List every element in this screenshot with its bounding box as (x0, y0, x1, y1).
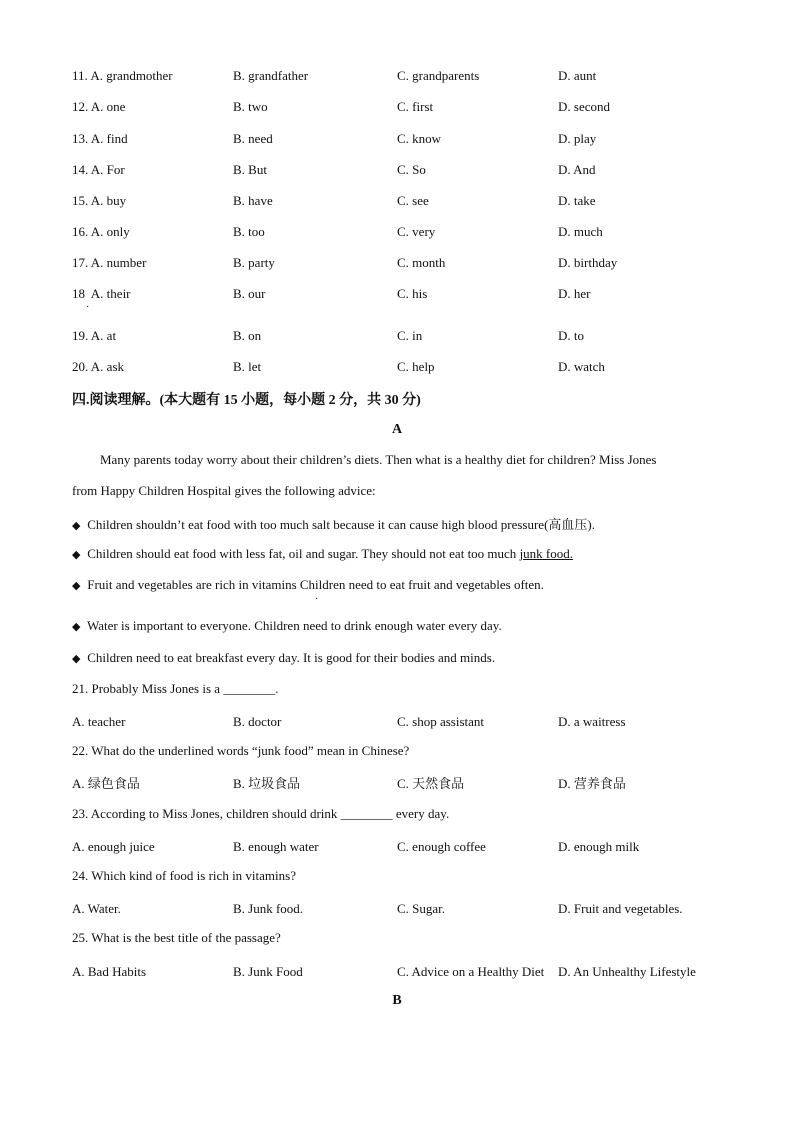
advice-text: Fruit and vegetables are rich in vitamins Children need to eat fruit and vegetables often. (87, 577, 544, 592)
option-c: C. enough coffee (397, 839, 486, 854)
option-d: D. a waitress (558, 714, 626, 729)
option-b: B. on (233, 328, 262, 343)
advice-item (72, 577, 544, 593)
option-d: D. aunt (558, 68, 597, 83)
option-b: B. 垃圾食品 (233, 776, 301, 791)
advice-text: Children need to eat breakfast every day. It is good for their bodies and minds. (87, 650, 496, 665)
option-a: A. enough juice (72, 839, 155, 854)
question-number: 17. A. number (72, 255, 147, 270)
option-c: C. in (397, 328, 423, 343)
diamond-bullet-icon: ◆ (72, 549, 81, 561)
advice-item (72, 546, 573, 562)
option-b: B. too (233, 224, 265, 239)
question-number: 11. A. grandmother (72, 68, 173, 83)
option-b: B. Junk food. (233, 901, 304, 916)
question-number: 18 A. their (72, 286, 131, 301)
advice-item (72, 514, 595, 533)
option-c: C. grandparents (397, 68, 480, 83)
option-a: A. teacher (72, 714, 126, 729)
diamond-bullet-icon: ◆ (72, 653, 81, 665)
option-d: D. 营养食品 (558, 776, 626, 791)
question-number: 16. A. only (72, 224, 130, 239)
option-a: A. 绿色食品 (72, 776, 140, 791)
passage-intro-line2: from Happy Children Hospital gives the following advice: (72, 483, 376, 498)
diamond-bullet-icon: ◆ (72, 520, 81, 532)
option-d: D. her (558, 286, 591, 301)
advice-text: Water is important to everyone. Children need to drink enough water every day. (87, 618, 502, 633)
question-number: 14. A. For (72, 162, 125, 177)
diamond-bullet-icon: ◆ (72, 580, 81, 592)
option-b: B. our (233, 286, 266, 301)
option-a: A. Bad Habits (72, 964, 147, 979)
option-b: B. two (233, 99, 268, 114)
passage-label-b: B (392, 993, 402, 1008)
option-b: B. need (233, 131, 273, 146)
option-c: C. see (397, 193, 429, 208)
option-c: C. 天然食品 (397, 776, 465, 791)
question-21: 21. Probably Miss Jones is a ________. (72, 681, 279, 696)
option-b: B. have (233, 193, 273, 208)
option-b: B. Junk Food (233, 964, 303, 979)
option-d: D. watch (558, 359, 605, 374)
option-d: D. birthday (558, 255, 618, 270)
underlined-junk-food: junk food. (519, 546, 574, 561)
question-number: 19. A. at (72, 328, 117, 343)
option-c: C. his (397, 286, 428, 301)
option-b: B. party (233, 255, 275, 270)
option-c: C. first (397, 99, 434, 114)
question-number: 15. A. buy (72, 193, 127, 208)
option-b: B. let (233, 359, 262, 374)
option-b: B. grandfather (233, 68, 309, 83)
option-d: D. Fruit and vegetables. (558, 901, 683, 916)
option-b: B. But (233, 162, 267, 177)
advice-item (72, 650, 495, 666)
option-b: B. enough water (233, 839, 319, 854)
option-d: D. to (558, 328, 584, 343)
option-b: B. doctor (233, 714, 282, 729)
option-d: D. play (558, 131, 597, 146)
stray-dot: · (315, 594, 319, 605)
question-23: 23. According to Miss Jones, children should drink ________ every day. (72, 806, 450, 821)
option-d: D. enough milk (558, 839, 640, 854)
option-c: C. shop assistant (397, 714, 485, 729)
option-c: C. Sugar. (397, 901, 446, 916)
question-number: 13. A. find (72, 131, 128, 146)
option-a: A. Water. (72, 901, 121, 916)
option-d: D. much (558, 224, 603, 239)
option-c: C. Advice on a Healthy Diet (397, 964, 545, 979)
option-c: C. very (397, 224, 436, 239)
option-c: C. know (397, 131, 442, 146)
option-d: D. And (558, 162, 596, 177)
question-25: 25. What is the best title of the passage? (72, 930, 281, 945)
question-24: 24. Which kind of food is rich in vitamins? (72, 868, 296, 883)
question-number: 12. A. one (72, 99, 126, 114)
option-c: C. So (397, 162, 426, 177)
section-heading: 四.阅读理解。(本大题有 15 小题，每小题 2 分，共 30 分) (72, 393, 421, 408)
question-number: 20. A. ask (72, 359, 125, 374)
advice-text: Children should eat food with less fat, oil and sugar. They should not eat too much (87, 546, 520, 561)
advice-item (72, 618, 502, 634)
stray-dot: · (86, 302, 90, 313)
option-c: C. help (397, 359, 435, 374)
option-d: D. take (558, 193, 596, 208)
option-c: C. month (397, 255, 446, 270)
question-22: 22. What do the underlined words “junk food” mean in Chinese? (72, 743, 410, 758)
option-d: D. second (558, 99, 610, 114)
passage-label-a: A (391, 422, 403, 437)
passage-intro-line1: Many parents today worry about their children’s diets. Then what is a healthy diet for children? Miss Jones (100, 452, 657, 467)
advice-text: Children shouldn’t eat food with too much salt because it can cause high blood pressure(高血压). (87, 517, 595, 532)
option-d: D. An Unhealthy Lifestyle (558, 964, 696, 979)
diamond-bullet-icon: ◆ (72, 621, 81, 633)
